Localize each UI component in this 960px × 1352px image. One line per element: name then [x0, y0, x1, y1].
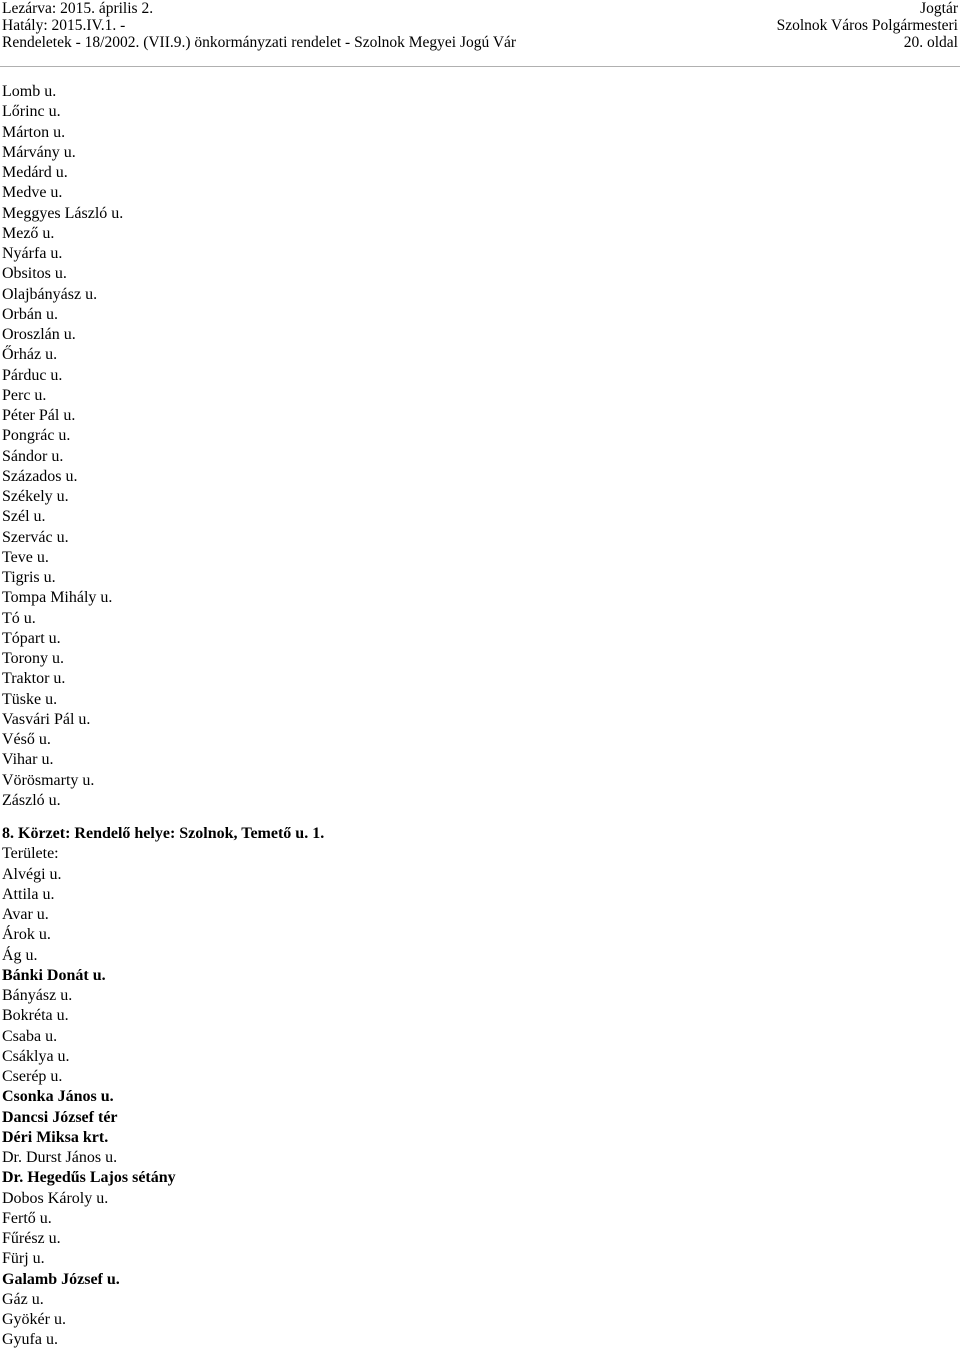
document-body — [2, 82, 942, 1351]
street-list-item: Obsitos u. — [2, 265, 67, 283]
street-list-item: Medárd u. — [2, 164, 68, 181]
street-list-item: Őrház u. — [2, 346, 58, 364]
header-document-title: Rendeletek - 18/2002. (VII.9.) önkormányzati rendelet - Szolnok Megyei Jogú Vár — [2, 34, 517, 51]
street-list-item: Lomb u. — [2, 83, 57, 100]
street-list-item: Avar u. — [2, 906, 49, 923]
street-list-item: Márvány u. — [2, 143, 76, 161]
street-list-item: Dr. Hegedűs Lajos sétány — [2, 1169, 176, 1187]
street-list-item: Ág u. — [2, 946, 38, 964]
street-list-item: Tigris u. — [2, 569, 56, 586]
street-list-item: Vörösmarty u. — [2, 771, 95, 789]
street-list-item: Bányász u. — [2, 987, 73, 1004]
street-list-item: Teve u. — [2, 548, 49, 566]
street-list-item: Traktor u. — [2, 670, 66, 688]
street-list-item: Bánki Donát u. — [2, 966, 106, 984]
header-closed-date: Lezárva: 2015. április 2. — [2, 0, 154, 17]
street-list-item: Zászló u. — [2, 791, 61, 809]
street-list-item: Csáklya u. — [2, 1047, 70, 1065]
page-number: 20. oldal — [903, 34, 958, 51]
header-left — [2, 0, 516, 51]
street-list-item: Százados u. — [2, 467, 78, 485]
street-list-item: Véső u. — [2, 731, 51, 748]
street-list-item: Székely u. — [2, 488, 69, 505]
street-list-item: Attila u. — [2, 885, 55, 903]
street-list-item: Pongrác u. — [2, 427, 71, 445]
header-source: Jogtár — [920, 0, 958, 17]
street-list-item: Sándor u. — [2, 447, 64, 465]
street-list-item: Olajbányász u. — [2, 285, 98, 303]
street-list-item: Lőrinc u. — [2, 103, 61, 121]
street-list-item: Csonka János u. — [2, 1088, 114, 1106]
street-list-item: Orbán u. — [2, 305, 58, 323]
street-list-item: Alvégi u. — [2, 865, 62, 883]
street-list-item: Dr. Durst János u. — [2, 1149, 118, 1166]
street-list-item: Párduc u. — [2, 366, 63, 384]
street-list-item: Szervác u. — [2, 528, 69, 546]
street-list-item: Galamb József u. — [2, 1270, 120, 1288]
street-list-item: Árok u. — [2, 926, 51, 944]
street-list-item: Gyufa u. — [2, 1331, 58, 1349]
street-list-item: Fűrész u. — [2, 1230, 61, 1247]
street-list-item: Mező u. — [2, 224, 55, 242]
street-list-item: Torony u. — [2, 650, 64, 667]
street-list-item: Vihar u. — [2, 751, 54, 769]
street-list-item: Cserép u. — [2, 1068, 63, 1085]
street-list-item: Fürj u. — [2, 1250, 45, 1268]
street-list-item: Bokréta u. — [2, 1007, 69, 1025]
section-gap — [2, 811, 942, 824]
street-list-item: Fertő u. — [2, 1209, 52, 1227]
header-effective-date: Hatály: 2015.IV.1. - — [2, 17, 126, 34]
street-list-district-8 — [2, 865, 942, 1351]
street-list-item: Tó u. — [2, 609, 36, 627]
street-list-item: Dobos Károly u. — [2, 1189, 109, 1207]
street-list-item: Szél u. — [2, 508, 46, 526]
street-list-item: Gyökér u. — [2, 1311, 66, 1328]
street-list-item: Medve u. — [2, 184, 63, 202]
district-heading: 8. Körzet: Rendelő helye: Szolnok, Temető u. 1. — [2, 825, 325, 842]
street-list-previous-district — [2, 82, 942, 811]
header-issuer: Szolnok Város Polgármesteri — [776, 17, 958, 34]
street-list-item: Péter Pál u. — [2, 407, 76, 424]
street-list-item: Gáz u. — [2, 1290, 44, 1308]
page-header — [0, 0, 960, 67]
street-list-item: Tompa Mihály u. — [2, 589, 113, 607]
street-list-item: Oroszlán u. — [2, 326, 76, 343]
street-list-item: Vasvári Pál u. — [2, 710, 91, 728]
street-list-item: Déri Miksa krt. — [2, 1128, 109, 1146]
street-list-item: Meggyes László u. — [2, 204, 124, 222]
street-list-item: Nyárfa u. — [2, 245, 63, 262]
street-list-item: Tüske u. — [2, 690, 58, 708]
street-list-item: Dancsi József tér — [2, 1108, 118, 1126]
street-list-item: Perc u. — [2, 386, 47, 404]
header-right — [777, 0, 958, 51]
street-list-item: Tópart u. — [2, 629, 61, 647]
street-list-item: Csaba u. — [2, 1027, 58, 1045]
district-area-label: Területe: — [2, 845, 59, 863]
street-list-item: Márton u. — [2, 123, 66, 141]
